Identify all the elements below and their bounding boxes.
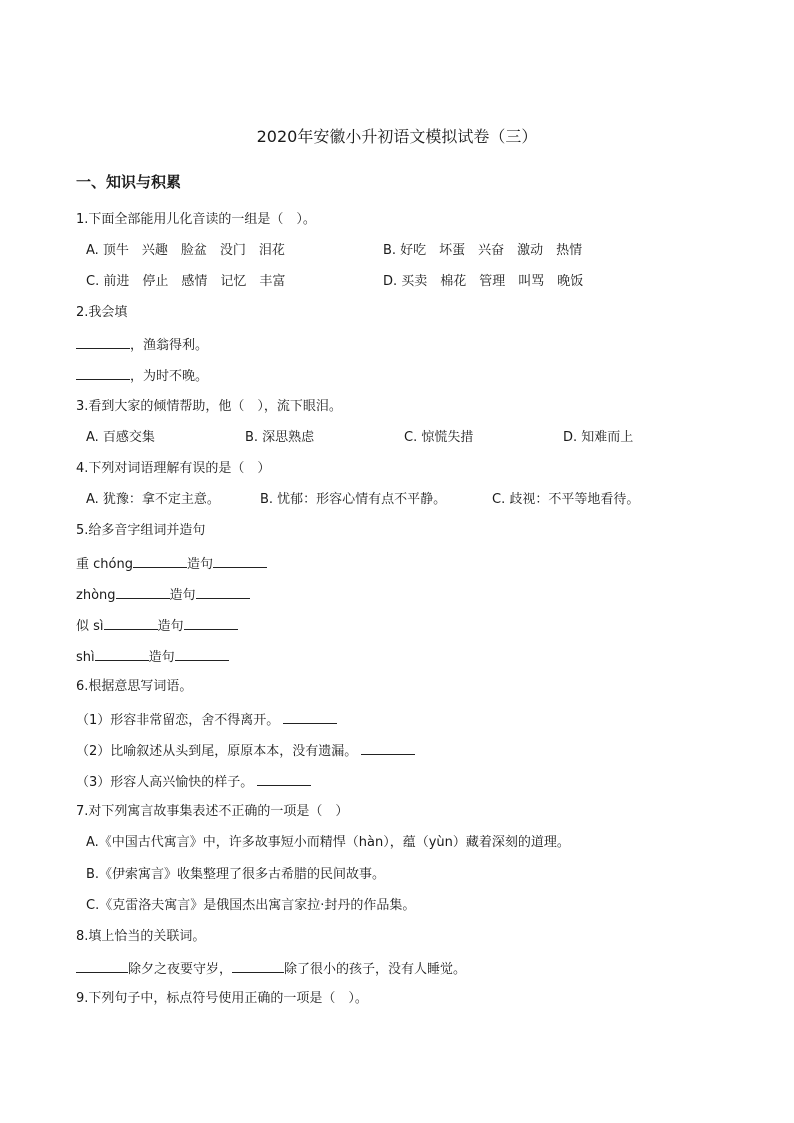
q8-part-b: 除了很小的孩子，没有人睡觉。 [284,962,467,977]
q6-item-3 [76,772,311,792]
answer-blank[interactable] [232,959,284,973]
question-3-stem: 3.看到大家的倾情帮助，他（ ），流下眼泪。 [76,399,342,414]
q8-part-a: 除夕之夜要守岁， [128,962,233,977]
q2-line-1 [76,335,208,355]
question-4-stem: 4.下列对词语理解有误的是（ ） [76,461,271,476]
q1-option-c: C. 前进 停止 感情 记忆 丰富 [86,274,286,289]
q1-option-a: A. 顶牛 兴趣 脸盆 没门 泪花 [86,243,285,258]
q5-line-3 [76,616,238,636]
q5-line-4-word: shì [76,650,95,665]
q5-line-2 [76,585,250,605]
q5-line-1-label: 造句 [186,557,213,572]
q6-item-1-text: （1）形容非常留恋，舍不得离开。 [76,713,280,728]
q2-line-1-text: ，渔翁得利。 [130,338,209,353]
answer-blank[interactable] [116,585,170,599]
answer-blank[interactable] [133,554,187,568]
question-9-stem: 9.下列句子中，标点符号使用正确的一项是（ ）。 [76,991,368,1006]
answer-blank[interactable] [76,335,130,349]
q7-option-c: C.《克雷洛夫寓言》是俄国杰出寓言家拉·封丹的作品集。 [86,898,416,913]
question-5-stem: 5.给多音字组词并造句 [76,523,206,538]
q4-option-c: C. 歧视：不平等地看待。 [492,492,640,507]
section-heading: 一、知识与积累 [76,173,182,191]
answer-blank[interactable] [95,647,149,661]
q5-line-1-word: 重 chóng [76,557,133,572]
answer-blank[interactable] [104,616,158,630]
question-8-stem: 8.填上恰当的关联词。 [76,929,206,944]
question-7-stem: 7.对下列寓言故事集表述不正确的一项是（ ） [76,804,349,819]
q4-option-a: A. 犹豫：拿不定主意。 [86,492,220,507]
q3-option-d: D. 知难而上 [563,430,634,445]
q6-item-3-text: （3）形容人高兴愉快的样子。 [76,775,254,790]
question-6-stem: 6.根据意思写词语。 [76,679,193,694]
answer-blank[interactable] [283,710,337,724]
q1-option-b: B. 好吃 坏蛋 兴奋 激动 热情 [383,243,583,258]
question-2-stem: 2.我会填 [76,305,128,320]
question-1-stem: 1.下面全部能用儿化音读的一组是（ ）。 [76,212,316,227]
answer-blank[interactable] [76,366,130,380]
answer-blank[interactable] [76,959,128,973]
q5-line-2-label: 造句 [169,588,196,603]
q3-option-a: A. 百感交集 [86,430,155,445]
answer-blank[interactable] [196,585,250,599]
answer-blank[interactable] [184,616,238,630]
q5-line-2-word: zhòng [76,588,116,603]
answer-blank[interactable] [175,647,229,661]
q7-option-a: A.《中国古代寓言》中，许多故事短小而精悍（hàn），蕴（yùn）藏着深刻的道理。 [86,835,570,850]
q5-line-4 [76,647,229,667]
q8-sentence [76,959,466,979]
q5-line-3-label: 造句 [157,619,184,634]
q5-line-1 [76,554,267,574]
answer-blank[interactable] [213,554,267,568]
q1-option-d: D. 买卖 棉花 管理 叫骂 晚饭 [383,274,584,289]
page-title: 2020年安徽小升初语文模拟试卷（三） [256,127,538,146]
q5-line-4-label: 造句 [148,650,175,665]
q3-option-c: C. 惊慌失措 [404,430,474,445]
q2-line-2-text: ，为时不晚。 [130,369,209,384]
q6-item-2-text: （2）比喻叙述从头到尾，原原本本，没有遗漏。 [76,744,358,759]
q6-item-1 [76,710,337,730]
q7-option-b: B.《伊索寓言》收集整理了很多古希腊的民间故事。 [86,867,386,882]
answer-blank[interactable] [257,772,311,786]
answer-blank[interactable] [361,741,415,755]
q2-line-2 [76,366,208,386]
q3-option-b: B. 深思熟虑 [245,430,315,445]
q4-option-b: B. 忧郁：形容心情有点不平静。 [260,492,447,507]
q6-item-2 [76,741,415,761]
q5-line-3-word: 似 sì [76,619,104,634]
